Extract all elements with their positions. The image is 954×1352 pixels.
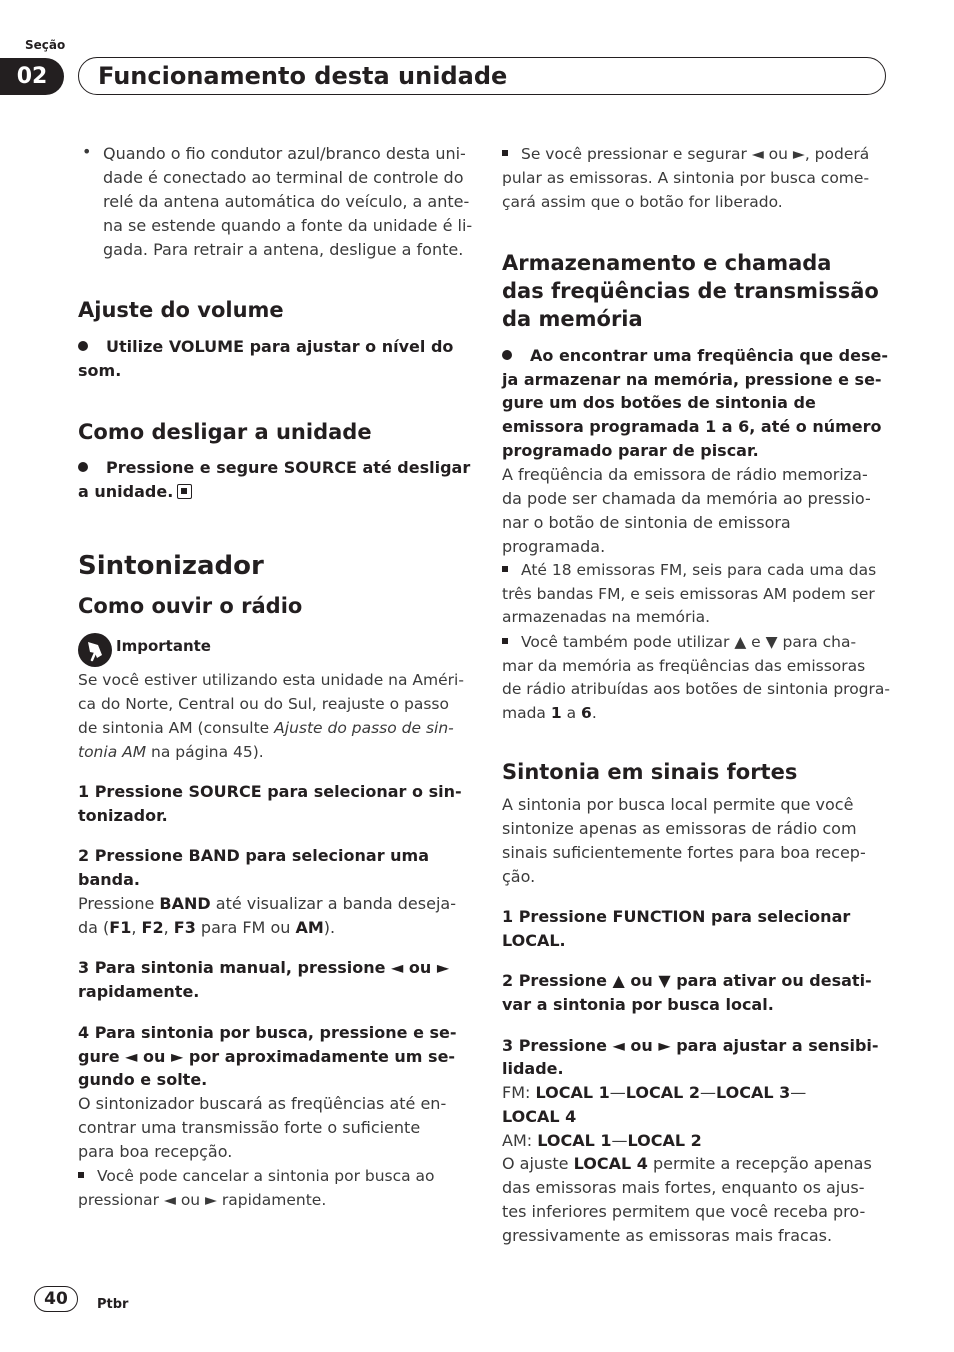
memory-instruction: ja armazenar na memória, pressione e se- (502, 370, 882, 389)
local-body: tes inferiores permitem que você receba pro- (502, 1202, 866, 1221)
power-off-instruction: Pressione e segure SOURCE até desligar (78, 456, 470, 480)
memory-heading: das freqüências de transmissão (502, 279, 879, 303)
memory-instruction: emissora programada 1 a 6, até o número (502, 417, 882, 436)
section-number-badge: 02 (0, 58, 64, 95)
memory-note: mar da memória as freqüências das emissoras (502, 657, 866, 675)
memory-instruction: programado parar de piscar. (502, 441, 759, 460)
strong-signal-heading: Sintonia em sinais fortes (502, 760, 798, 784)
local-step-3: 3 Pressione ◄ ou ► para ajustar a sensibi- (502, 1036, 879, 1055)
step-1: tonizador. (78, 806, 168, 825)
antenna-line: na se estende quando a fonte da unidade é li- (103, 216, 473, 235)
step-2: 2 Pressione BAND para selecionar uma (78, 846, 430, 865)
antenna-line: dade é conectado ao terminal de controle do (103, 168, 464, 187)
memory-body: da pode ser chamada da memória ao pressio- (502, 489, 871, 508)
important-text: de sintonia AM (consulte Ajuste do passo de sin- (78, 719, 454, 737)
page-number: 40 (34, 1286, 78, 1312)
antenna-line: relé da antena automática do veículo, a ante- (103, 192, 470, 211)
note-square-icon (502, 150, 508, 156)
memory-note: de rádio atribuídas aos botões de sintonia progra- (502, 680, 890, 698)
power-off-instruction: a unidade. (78, 480, 192, 504)
important-icon (78, 633, 112, 667)
memory-note: armazenadas na memória. (502, 608, 711, 626)
volume-instruction: Utilize VOLUME para ajustar o nível do (78, 335, 453, 359)
important-label: Importante (116, 637, 211, 655)
bullet-dot (502, 350, 512, 360)
seek-note: çará assim que o botão for liberado. (502, 193, 783, 211)
important-text: Se você estiver utilizando esta unidade na Améri- (78, 671, 464, 689)
memory-body: A freqüência da emissora de rádio memoriza- (502, 465, 868, 484)
step-1: 1 Pressione SOURCE para selecionar o sin- (78, 782, 462, 801)
step-4: gundo e solte. (78, 1070, 208, 1089)
step-2: banda. (78, 870, 140, 889)
step-4: gure ◄ ou ► por aproximadamente um se- (78, 1047, 456, 1066)
note-square-icon (502, 638, 508, 644)
bullet-dot (78, 462, 88, 472)
volume-instruction: som. (78, 361, 122, 380)
power-off-heading: Como desligar a unidade (78, 420, 372, 444)
fm-local-sequence: LOCAL 4 (502, 1107, 577, 1126)
step-4-body: contrar uma transmissão forte o suficiente (78, 1118, 421, 1137)
local-body: das emissoras mais fortes, enquanto os ajus- (502, 1178, 865, 1197)
step-2-body: Pressione BAND até visualizar a banda deseja- (78, 894, 456, 913)
important-text: tonia AM na página 45). (78, 743, 264, 761)
strong-signal-body: sinais suficientemente fortes para boa recep- (502, 843, 866, 862)
step-2-body: da (F1, F2, F3 para FM ou AM). (78, 918, 336, 937)
antenna-line: gada. Para retrair a antena, desligue a fonte. (103, 240, 464, 259)
seek-note: Se você pressionar e segurar ◄ ou ►, poderá (502, 142, 869, 166)
important-text: ca do Norte, Central ou do Sul, reajuste o passo (78, 695, 449, 713)
page-title: Funcionamento desta unidade (98, 62, 508, 90)
local-body: O ajuste LOCAL 4 permite a recepção apenas (502, 1154, 872, 1173)
memory-instruction: Ao encontrar uma freqüência que dese- (502, 344, 888, 368)
seek-note: pular as emissoras. A sintonia por busca come- (502, 169, 870, 187)
step-4: 4 Para sintonia por busca, pressione e se- (78, 1023, 457, 1042)
local-step-1: LOCAL. (502, 931, 566, 950)
local-step-1: 1 Pressione FUNCTION para selecionar (502, 907, 851, 926)
memory-note: Até 18 emissoras FM, seis para cada uma das (502, 558, 876, 582)
language-label: Ptbr (97, 1297, 129, 1312)
tuner-heading: Sintonizador (78, 551, 264, 581)
memory-heading: da memória (502, 307, 643, 331)
memory-instruction: gure um dos botões de sintonia de (502, 393, 816, 412)
volume-heading: Ajuste do volume (78, 298, 284, 322)
memory-note: três bandas FM, e seis emissoras AM podem ser (502, 585, 875, 603)
memory-heading: Armazenamento e chamada (502, 251, 832, 275)
step-4-note: pressionar ◄ ou ► rapidamente. (78, 1191, 327, 1209)
step-4-body: O sintonizador buscará as freqüências até en- (78, 1094, 447, 1113)
fm-local-sequence: FM: LOCAL 1—LOCAL 2—LOCAL 3— (502, 1083, 807, 1102)
local-step-3: lidade. (502, 1059, 564, 1078)
local-step-2: 2 Pressione ▲ ou ▼ para ativar ou desati- (502, 971, 872, 990)
memory-body: programada. (502, 537, 606, 556)
step-3: rapidamente. (78, 982, 200, 1001)
note-square-icon (502, 566, 508, 572)
memory-body: nar o botão de sintonia de emissora (502, 513, 791, 532)
step-4-note: Você pode cancelar a sintonia por busca ao (78, 1164, 435, 1188)
bullet-dot (78, 341, 88, 351)
bullet-dot: • (82, 142, 92, 161)
section-label: Seção (25, 38, 66, 52)
strong-signal-body: ção. (502, 867, 536, 886)
strong-signal-body: sintonize apenas as emissoras de rádio com (502, 819, 857, 838)
local-step-2: var a sintonia por busca local. (502, 995, 774, 1014)
step-4-body: para boa recepção. (78, 1142, 233, 1161)
local-body: gressivamente as emissoras mais fracas. (502, 1226, 833, 1245)
end-mark-icon (177, 484, 192, 499)
antenna-line: Quando o fio condutor azul/branco desta uni- (103, 144, 466, 163)
memory-note: Você também pode utilizar ▲ e ▼ para cha- (502, 630, 856, 654)
am-local-sequence: AM: LOCAL 1—LOCAL 2 (502, 1131, 702, 1150)
note-square-icon (78, 1172, 84, 1178)
step-3: 3 Para sintonia manual, pressione ◄ ou ► (78, 958, 450, 977)
strong-signal-body: A sintonia por busca local permite que você (502, 795, 854, 814)
memory-note: mada 1 a 6. (502, 704, 597, 722)
radio-heading: Como ouvir o rádio (78, 594, 303, 618)
